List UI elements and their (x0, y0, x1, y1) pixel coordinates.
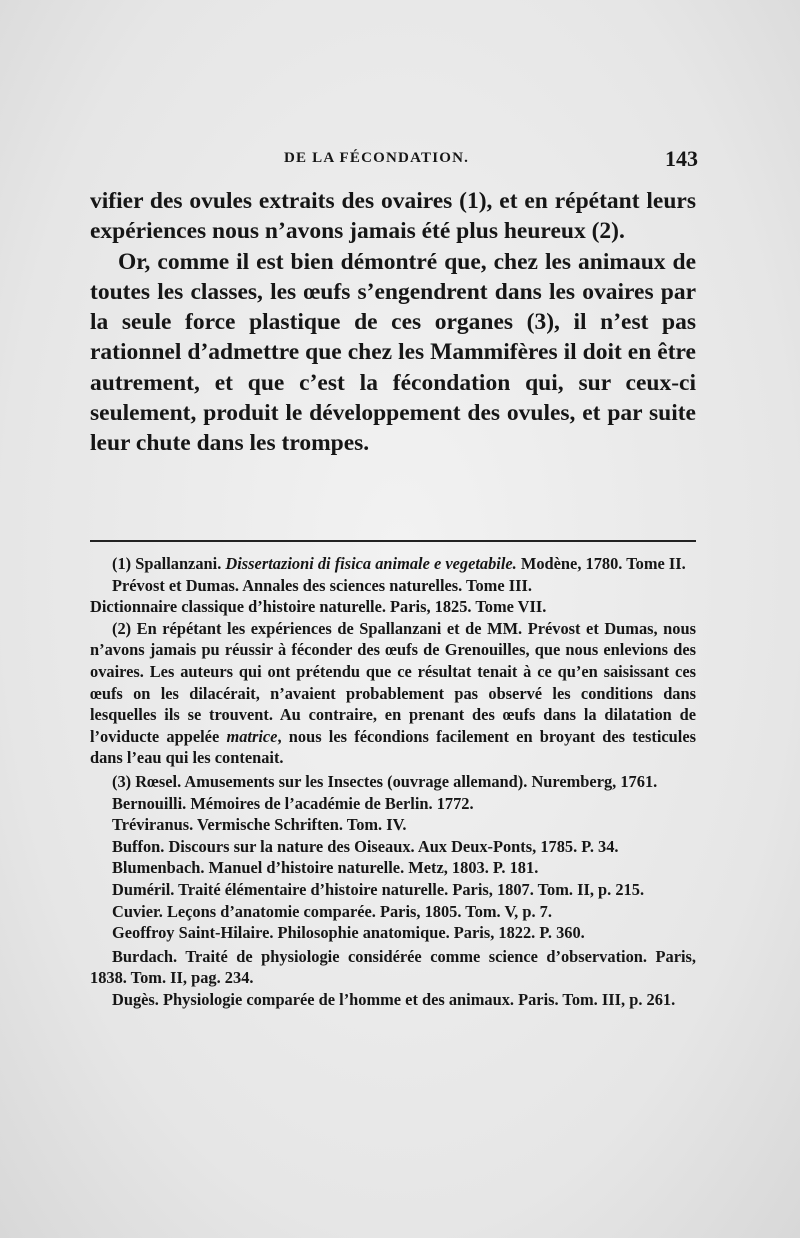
page-header (90, 146, 698, 176)
page-number: 143 (665, 146, 698, 171)
footnotes (90, 553, 696, 1010)
footnote-3-ref-buffon: Buffon. Discours sur la nature des Oiseaux. Aux Deux-Ponts, 1785. P. 34. (112, 836, 619, 856)
footnote-3-ref-blumenbach: Blumenbach. Manuel d’histoire naturelle. Metz, 1803. P. 181. (112, 858, 539, 878)
footnote-3-ref-treviranus: Tréviranus. Vermische Schriften. Tom. IV. (112, 815, 407, 835)
footnote-1 (90, 553, 696, 575)
footnote-3-ref-cuvier: Cuvier. Leçons d’anatomie comparée. Paris, 1805. Tom. V, p. 7. (112, 901, 552, 921)
footnote-1-ref-2: Prévost et Dumas. Annales des sciences naturelles. Tome III. (112, 575, 532, 595)
footnote-separator (90, 540, 696, 542)
main-text (90, 186, 696, 459)
footnote-2-text-end: , nous les fécondions facilement en broyant des testicules dans l’eau qui les contenait. (90, 726, 696, 768)
footnote-3-ref-duges: Dugès. Physiologie comparée de l’homme et des animaux. Paris. Tom. III, p. 261. (112, 989, 676, 1009)
footnote-3-ref-burdach: Burdach. Traité de physiologie considérée comme science d’observation. Paris, 1838. Tom. II, pag. 234. (90, 946, 696, 988)
footnote-1-title: Dissertazioni di fisica animale e vegetabile. (225, 554, 517, 573)
footnote-1-author: (1) Spallanzani. (112, 554, 222, 573)
footnote-3-ref-dumeril: Duméril. Traité élémentaire d’histoire naturelle. Paris, 1807. Tom. II, p. 215. (112, 879, 645, 899)
footnote-2 (90, 618, 696, 769)
paragraph-1: vifier des ovules extraits des ovaires (1), et en répétant leurs expériences nous n’avons jamais été plus heureux (2). (90, 188, 696, 245)
footnote-1-place: Modène, 1780. Tome II. (520, 554, 686, 573)
footnote-3-ref-bernouilli: Bernouilli. Mémoires de l’académie de Berlin. 1772. (112, 793, 474, 813)
running-head: DE LA FÉCONDATION. (284, 150, 470, 166)
footnote-3-ref-geoffroy: Geoffroy Saint-Hilaire. Philosophie anatomique. Paris, 1822. P. 360. (112, 923, 585, 943)
paragraph-2: Or, comme il est bien démontré que, chez les animaux de toutes les classes, les œufs s’engendrent dans les ovaires par la seule force plastique de ces organes (3), il n’est pas rationnel d’admettre que chez les Mammifères il doit en être autrement, et que c’est la fécondation qui, sur ceux-ci seulement, produit le développement des ovules, et par suite leur chute dans les trompes. (90, 248, 696, 457)
footnote-3: (3) Rœsel. Amusements sur les Insectes (ouvrage allemand). Nuremberg, 1761. (112, 771, 658, 791)
footnote-2-term: matrice (226, 726, 278, 746)
footnote-1-ref-3: Dictionnaire classique d’histoire naturelle. Paris, 1825. Tome VII. (90, 597, 547, 617)
footnote-2-text: (2) En répétant les expériences de Spallanzani et de MM. Prévost et Dumas, nous n’avons jamais pu réussir à féconder des œufs de Grenouilles, que nous enlevions des ovaires. Les auteurs qui ont prétendu que ce résultat tenait à ce qu’en saisissant ces œufs on les dilacérait, n’avaient probablement pas observé les conditions dans lesquelles ils se trouvent. Au contraire, en prenant des œufs dans la dilatation de l’oviducte appelée (90, 618, 696, 746)
